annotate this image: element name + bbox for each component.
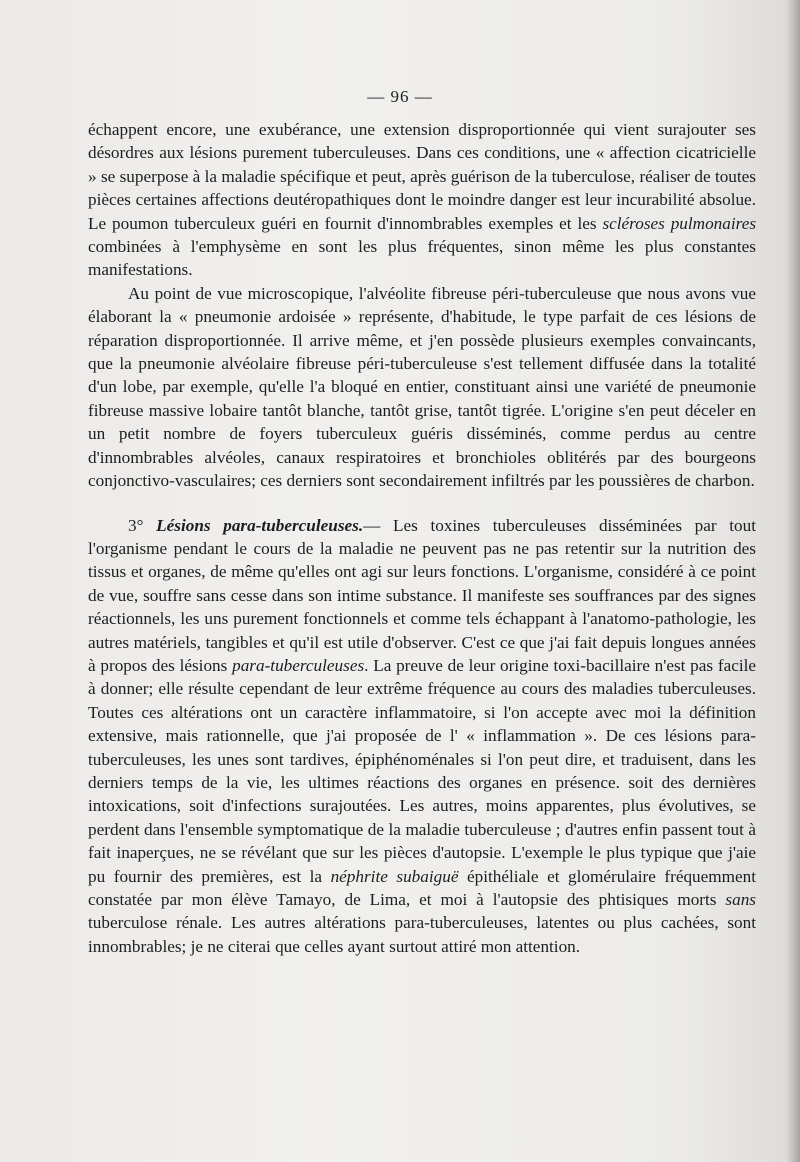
term-scleroses-pulmonaires: scléroses pulmonaires: [602, 213, 757, 233]
paragraph-3-text-b: . La preuve de leur origine toxi-bacillaire n'est pas facile à donner; elle résulte cependant de leur extrême fréquence au cours des maladies tuberculeuses. Toutes ces altérations ont un caractère inflammatoire, si l'on accepte avec moi la définition extensive, mais rationnelle, que j'ai proposée de l' « inflammation ». De ces lésions para-tuberculeuses, les unes sont tardives, épiphénoménales si l'on peut dire, et traduisent, dans les derniers temps de la vie, les ultimes réactions des organes en présence. soit des dernières intoxications, soit d'infections surajoutées. Les autres, moins apparentes, plus évolutives, se perdent dans l'ensemble symptomatique de la maladie tuberculeuse ; d'autres enfin passent tout à fait inaperçues, ne se révélant que sur les pièces d'autopsie. L'exemple le plus typique que j'aie pu fournir des premières, est la: [88, 655, 757, 886]
term-sans: sans: [725, 890, 756, 909]
paragraph-3-text-a: — Les toxines tuberculeuses disséminées par tout l'organisme pendant le cours de la maladie ne peuvent pas ne pas retentir sur la nutrition des tissus et organes, de même qu'elles ont agi sur leurs fonctions. L'organisme, considéré à ce point de vue, souffre sans cesse dans son intime substance. Il manifeste ses souffrances par des signes réactionnels, les uns purement fonctionnels et comme tels échappant à l'anatomo-pathologie, les autres matériels, tangibles et qu'il est utile d'observer. C'est ce que j'ai fait depuis longues années à propos des lésions: [88, 515, 757, 675]
paragraph-1-text-a: échappent encore, une exubérance, une extension disproportionnée qui vient surajouter ses désordres aux lésions purement tuberculeuses. Dans ces conditions, une « affection cicatricielle » se superpose à la maladie spécifique et peut, après guérison de la tuberculose, réaliser de toutes pièces certaines affections deutéropathiques dont le moindre danger est leur incurabilité absolue. Le poumon tuberculeux guéri en fournit d'innombrables exemples et les: [88, 120, 756, 233]
term-para-tuberculeuses: para-tuberculeuses: [232, 655, 365, 675]
section-number: 3°: [128, 515, 157, 535]
paragraph-3-text-c: épithéliale et glomérulaire fréquemment constatée par mon élève Tamayo, de Lima, et moi à l'autopsie des phtisiques morts: [88, 866, 756, 909]
paragraph-3: [88, 514, 756, 959]
body-text: [88, 118, 756, 958]
section-heading: Lésions para-tuberculeuses.: [156, 515, 364, 535]
page-number: — 96 —: [367, 87, 433, 106]
term-nephrite-subaigue: néphrite subaiguë: [330, 866, 459, 886]
paragraph-2-text: Au point de vue microscopique, l'alvéolite fibreuse péri-tuberculeuse que nous avons vue élaborant la « pneumonie ardoisée » représente, d'habitude, le type parfait de ces lésions de réparation disproportionnée. Il arrive même, et j'en possède plusieurs exemples convaincants, que la pneumonie alvéolaire fibreuse péri-tuberculeuse s'est tellement diffusée dans la totalité d'un lobe, par exemple, qu'elle l'a bloqué en entier, constituant ainsi une variété de pneumonie fibreuse massive lobaire tantôt blanche, tantôt grise, tantôt tigrée. L'origine s'en peut déceler en un petit nombre de foyers tuberculeux guéris disséminés, comme perdus au centre d'innombrables alvéoles, canaux respiratoires et bronchioles oblitérés par des bourgeons conjonctivo-vasculaires; ces derniers sont secondairement infiltrés par les poussières de charbon.: [88, 283, 756, 491]
section-gap: [88, 493, 756, 514]
paragraph-3-text-d: tuberculose rénale. Les autres altérations para-tuberculeuses, latentes ou plus cachées, sont innombrables; je ne citerai que celles ayant surtout attiré mon attention.: [88, 913, 756, 956]
paragraph-2: [88, 282, 756, 493]
paragraph-1: [88, 118, 756, 282]
paragraph-1-text-b: combinées à l'emphysème en sont les plus fréquentes, sinon même les plus constantes manifestations.: [88, 237, 756, 280]
page-edge-shadow: [786, 0, 800, 1162]
